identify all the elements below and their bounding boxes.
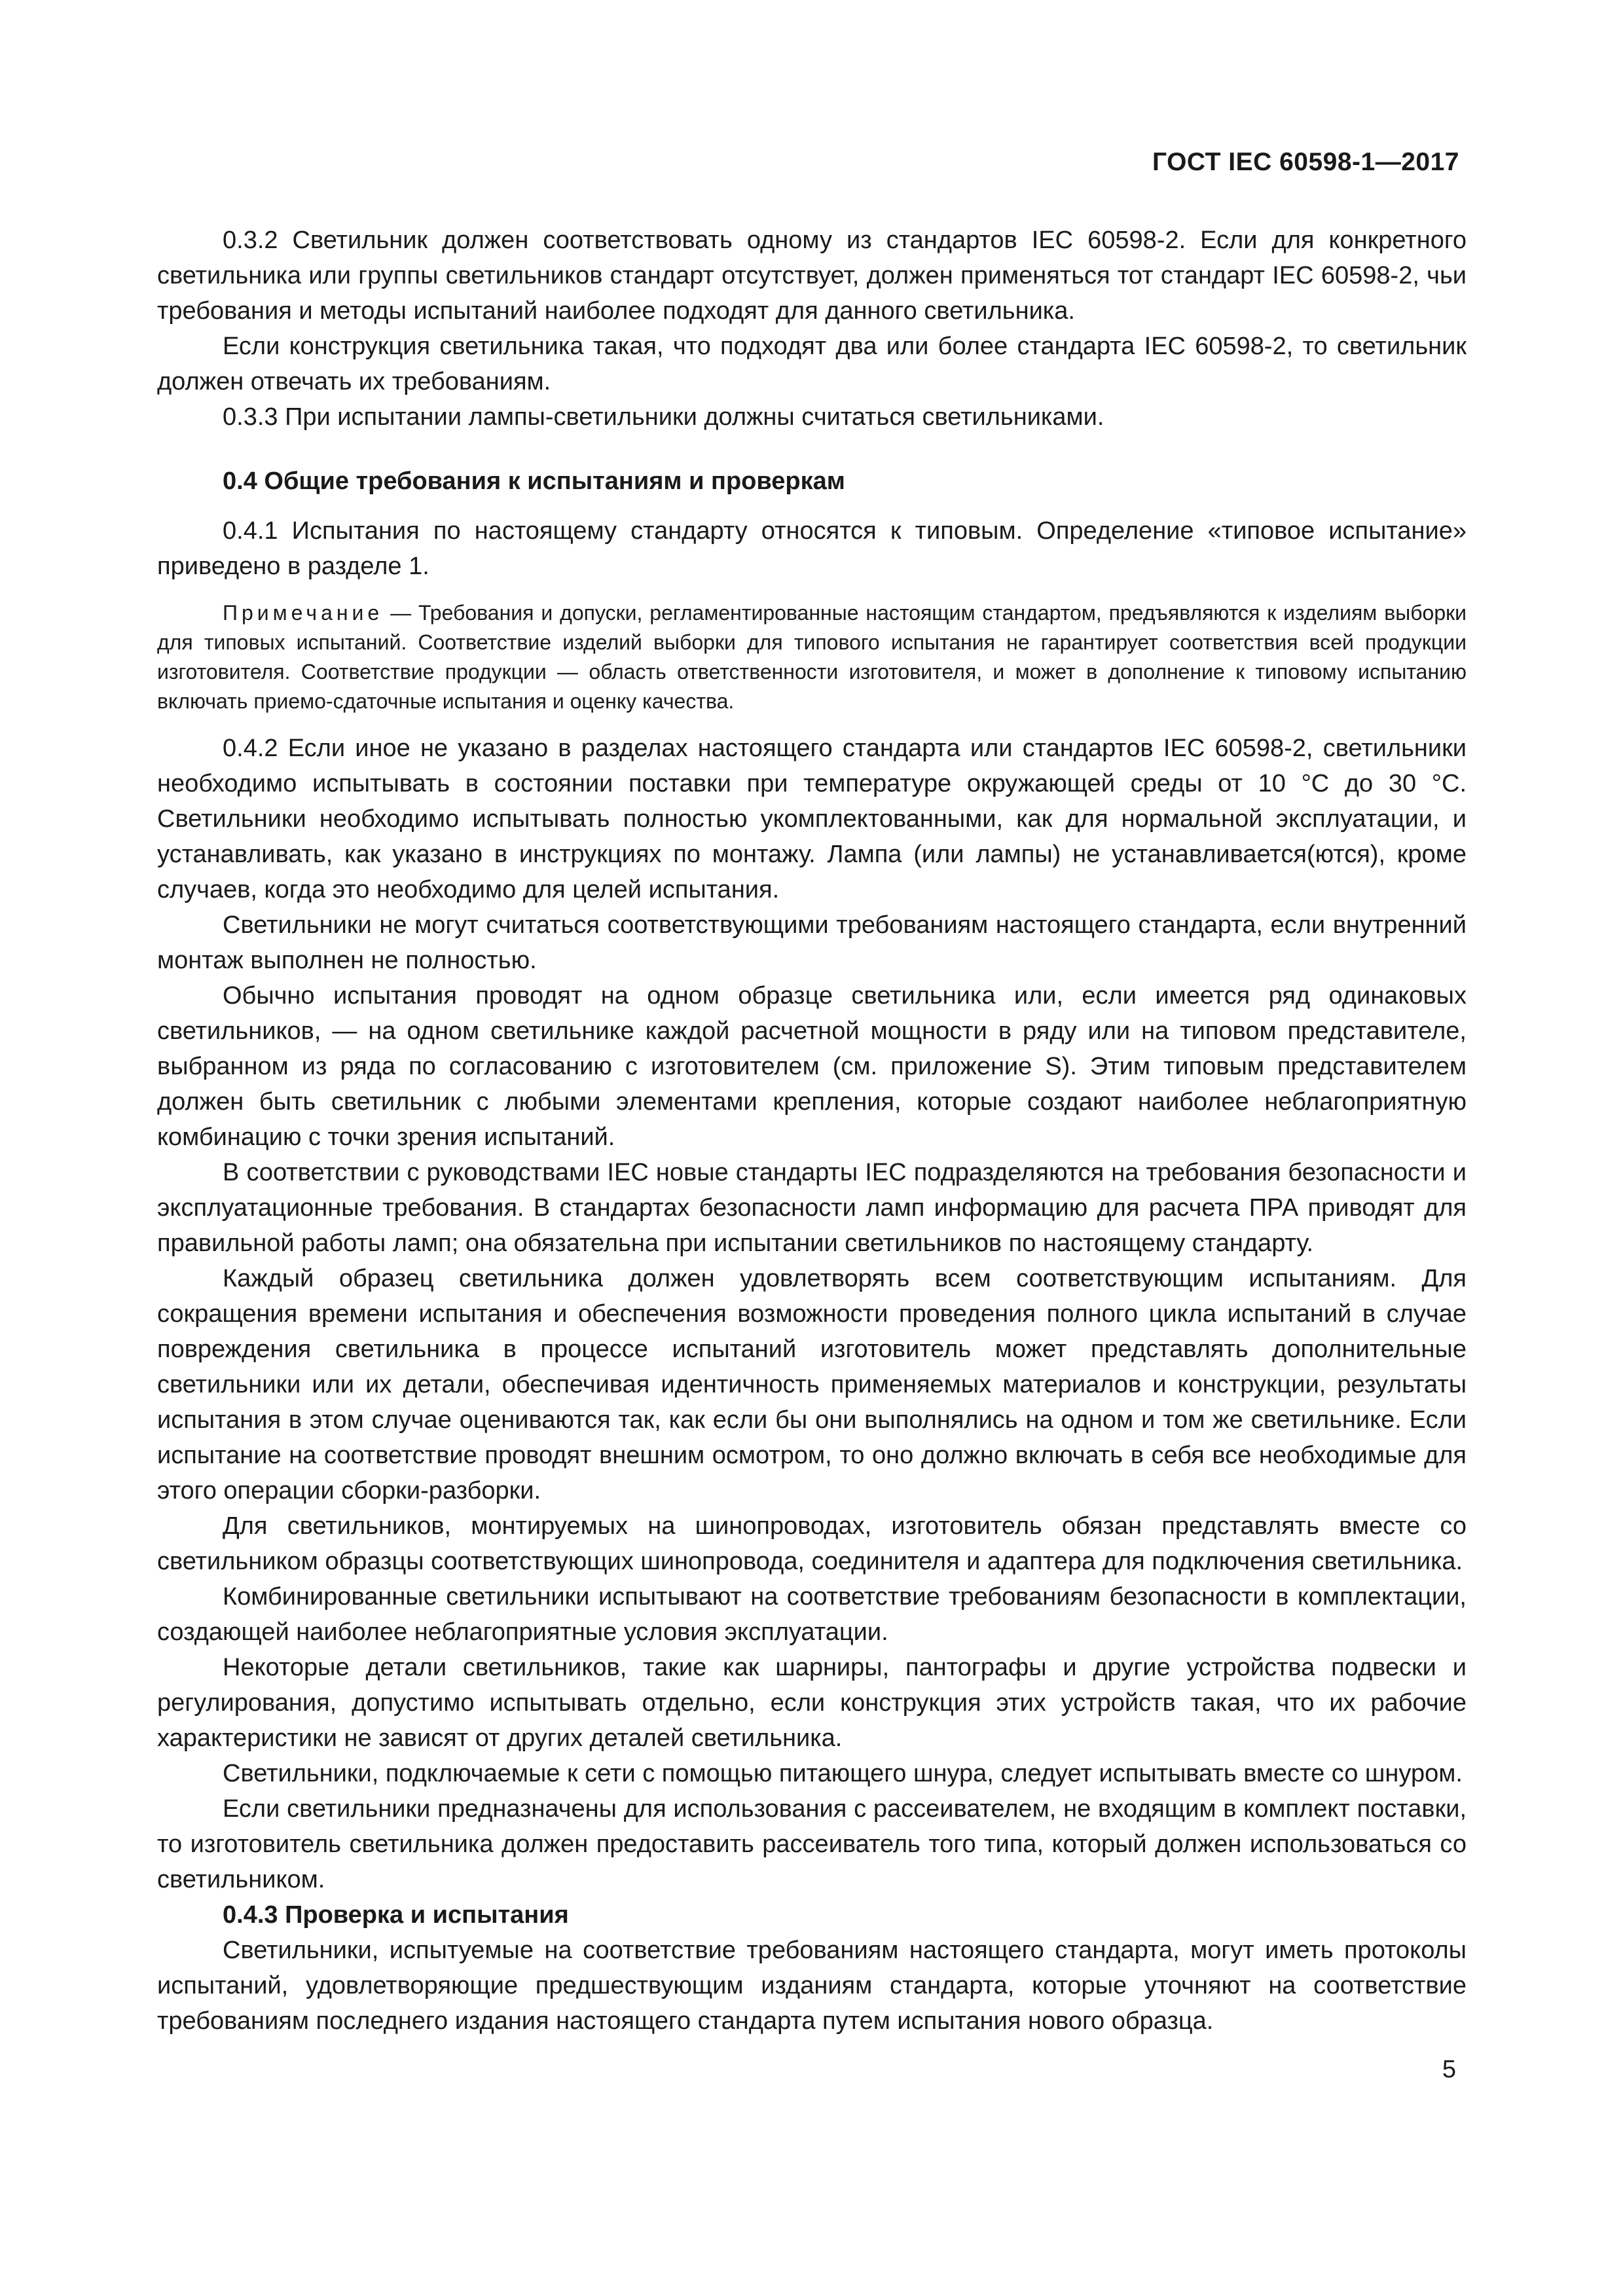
paragraph-0-4-2-track-luminaires: Для светильников, монтируемых на шинопроводах, изготовитель обязан представлять вместе со светильником образцы соответствующих шинопровода, соединителя и адаптера для подключения светильника.: [157, 1512, 1467, 1575]
note-label: Примечание: [223, 601, 384, 625]
note-text: — Требования и допуски, регламентированные настоящим стандартом, предъявляются к изделиям выборки для типовых испытаний. Соответствие изделий выборки для типового испытания не гарантирует соответствия всей продукции изготовителя. Соответствие продукции — область ответственности изготовителя, и может в дополнение к типовому испытанию включать приемо-сдаточные испытания и оценку качества.: [157, 601, 1467, 713]
paragraph-0-4-2-diffuser: Если светильники предназначены для использования с рассеивателем, не входящим в комплект поставки, то изготовитель светильника должен предоставить рассеиватель того типа, который должен использоваться со светильником.: [157, 1795, 1467, 1893]
section-heading-0-4: 0.4 Общие требования к испытаниям и проверкам: [223, 467, 845, 495]
paragraph-0-4-2-combination: Комбинированные светильники испытывают на соответствие требованиям безопасности в комплектации, создающей наиболее неблагоприятные условия эксплуатации.: [157, 1583, 1467, 1646]
section-heading-0-4-3: 0.4.3 Проверка и испытания: [223, 1901, 569, 1929]
paragraph-0-4-2-cord: Светильники, подключаемые к сети с помощью питающего шнура, следует испытывать вместе со шнуром.: [223, 1760, 1463, 1787]
paragraph-0-4-2-each-sample: Каждый образец светильника должен удовлетворять всем соответствующим испытаниям. Для сокращения времени испытания и обеспечения возможности проведения полного цикла испытаний в случае повреждения светильника в процессе испытаний изготовитель может представлять дополнительные светильники или их детали, обеспечивая идентичность применяемых материалов и конструкции, результаты испытания в этом случае оцениваются так, как если бы они выполнялись на одном и том же светильнике. Если испытание на соответствие проводят внешним осмотром, то оно должно включать в себя все необходимые для этого операции сборки-разборки.: [157, 1265, 1467, 1504]
paragraph-0-4-3: Светильники, испытуемые на соответствие требованиям настоящего стандарта, могут иметь протоколы испытаний, удовлетворяющие предшествующим изданиям стандарта, которые уточняют на соответствие требованиям последнего издания настоящего стандарта путем испытания нового образца.: [157, 1937, 1467, 2035]
paragraph-0-3-3: 0.3.3 При испытании лампы-светильники должны считаться светильниками.: [223, 403, 1104, 431]
standard-id: ГОСТ IEC 60598-1—2017: [1152, 148, 1459, 176]
page-body: [157, 223, 1467, 2039]
paragraph-0-4-2: 0.4.2 Если иное не указано в разделах настоящего стандарта или стандартов IEC 60598-2, светильники необходимо испытывать в состоянии поставки при температуре окружающей среды от 10 °С до 30 °С. Светильники необходимо испытывать полностью укомплектованными, как для нормальной эксплуатации, и устанавливать, как указано в инструкциях по монтажу. Лампа (или лампы) не устанавливается(ются), кроме случаев, когда это необходимо для целей испытания.: [157, 735, 1467, 903]
paragraph-0-3-2: 0.3.2 Светильник должен соответствовать одному из стандартов IEC 60598-2. Если для конкретного светильника или группы светильников стандарт отсутствует, должен применяться тот стандарт IEC 60598-2, чьи требования и методы испытаний наиболее подходят для данного светильника.: [157, 227, 1467, 325]
paragraph-0-4-2-iec-guides: В соответствии с руководствами IEC новые стандарты IEC подразделяются на требования безопасности и эксплуатационные требования. В стандартах безопасности ламп информацию для расчета ПРА приводят для правильной работы ламп; она обязательна при испытании светильников по настоящему стандарту.: [157, 1159, 1467, 1257]
note: [157, 598, 1467, 716]
paragraph-0-3-2-cont: Если конструкция светильника такая, что подходят два или более стандарта IEC 60598-2, то светильник должен отвечать их требованиям.: [157, 333, 1467, 395]
paragraph-0-4-2-samples: Обычно испытания проводят на одном образце светильника или, если имеется ряд одинаковых светильников, — на одном светильнике каждой расчетной мощности в ряду или на типовом представителе, выбранном из ряда по согласованию с изготовителем (см. приложение S). Этим типовым представителем должен быть светильник с любыми элементами крепления, которые создают наиболее неблагоприятную комбинацию с точки зрения испытаний.: [157, 982, 1467, 1151]
paragraph-0-4-2-internal-wiring: Светильники не могут считаться соответствующими требованиям настоящего стандарта, если внутренний монтаж выполнен не полностью.: [157, 911, 1467, 974]
paragraph-0-4-2-parts: Некоторые детали светильников, такие как шарниры, пантографы и другие устройства подвески и регулирования, допустимо испытывать отдельно, если конструкция этих устройств такая, что их рабочие характеристики не зависят от других деталей светильника.: [157, 1654, 1467, 1752]
paragraph-0-4-1: 0.4.1 Испытания по настоящему стандарту относятся к типовым. Определение «типовое испытание» приведено в разделе 1.: [157, 517, 1467, 580]
page-number: 5: [1442, 2056, 1456, 2083]
document-header: [1152, 148, 1459, 177]
